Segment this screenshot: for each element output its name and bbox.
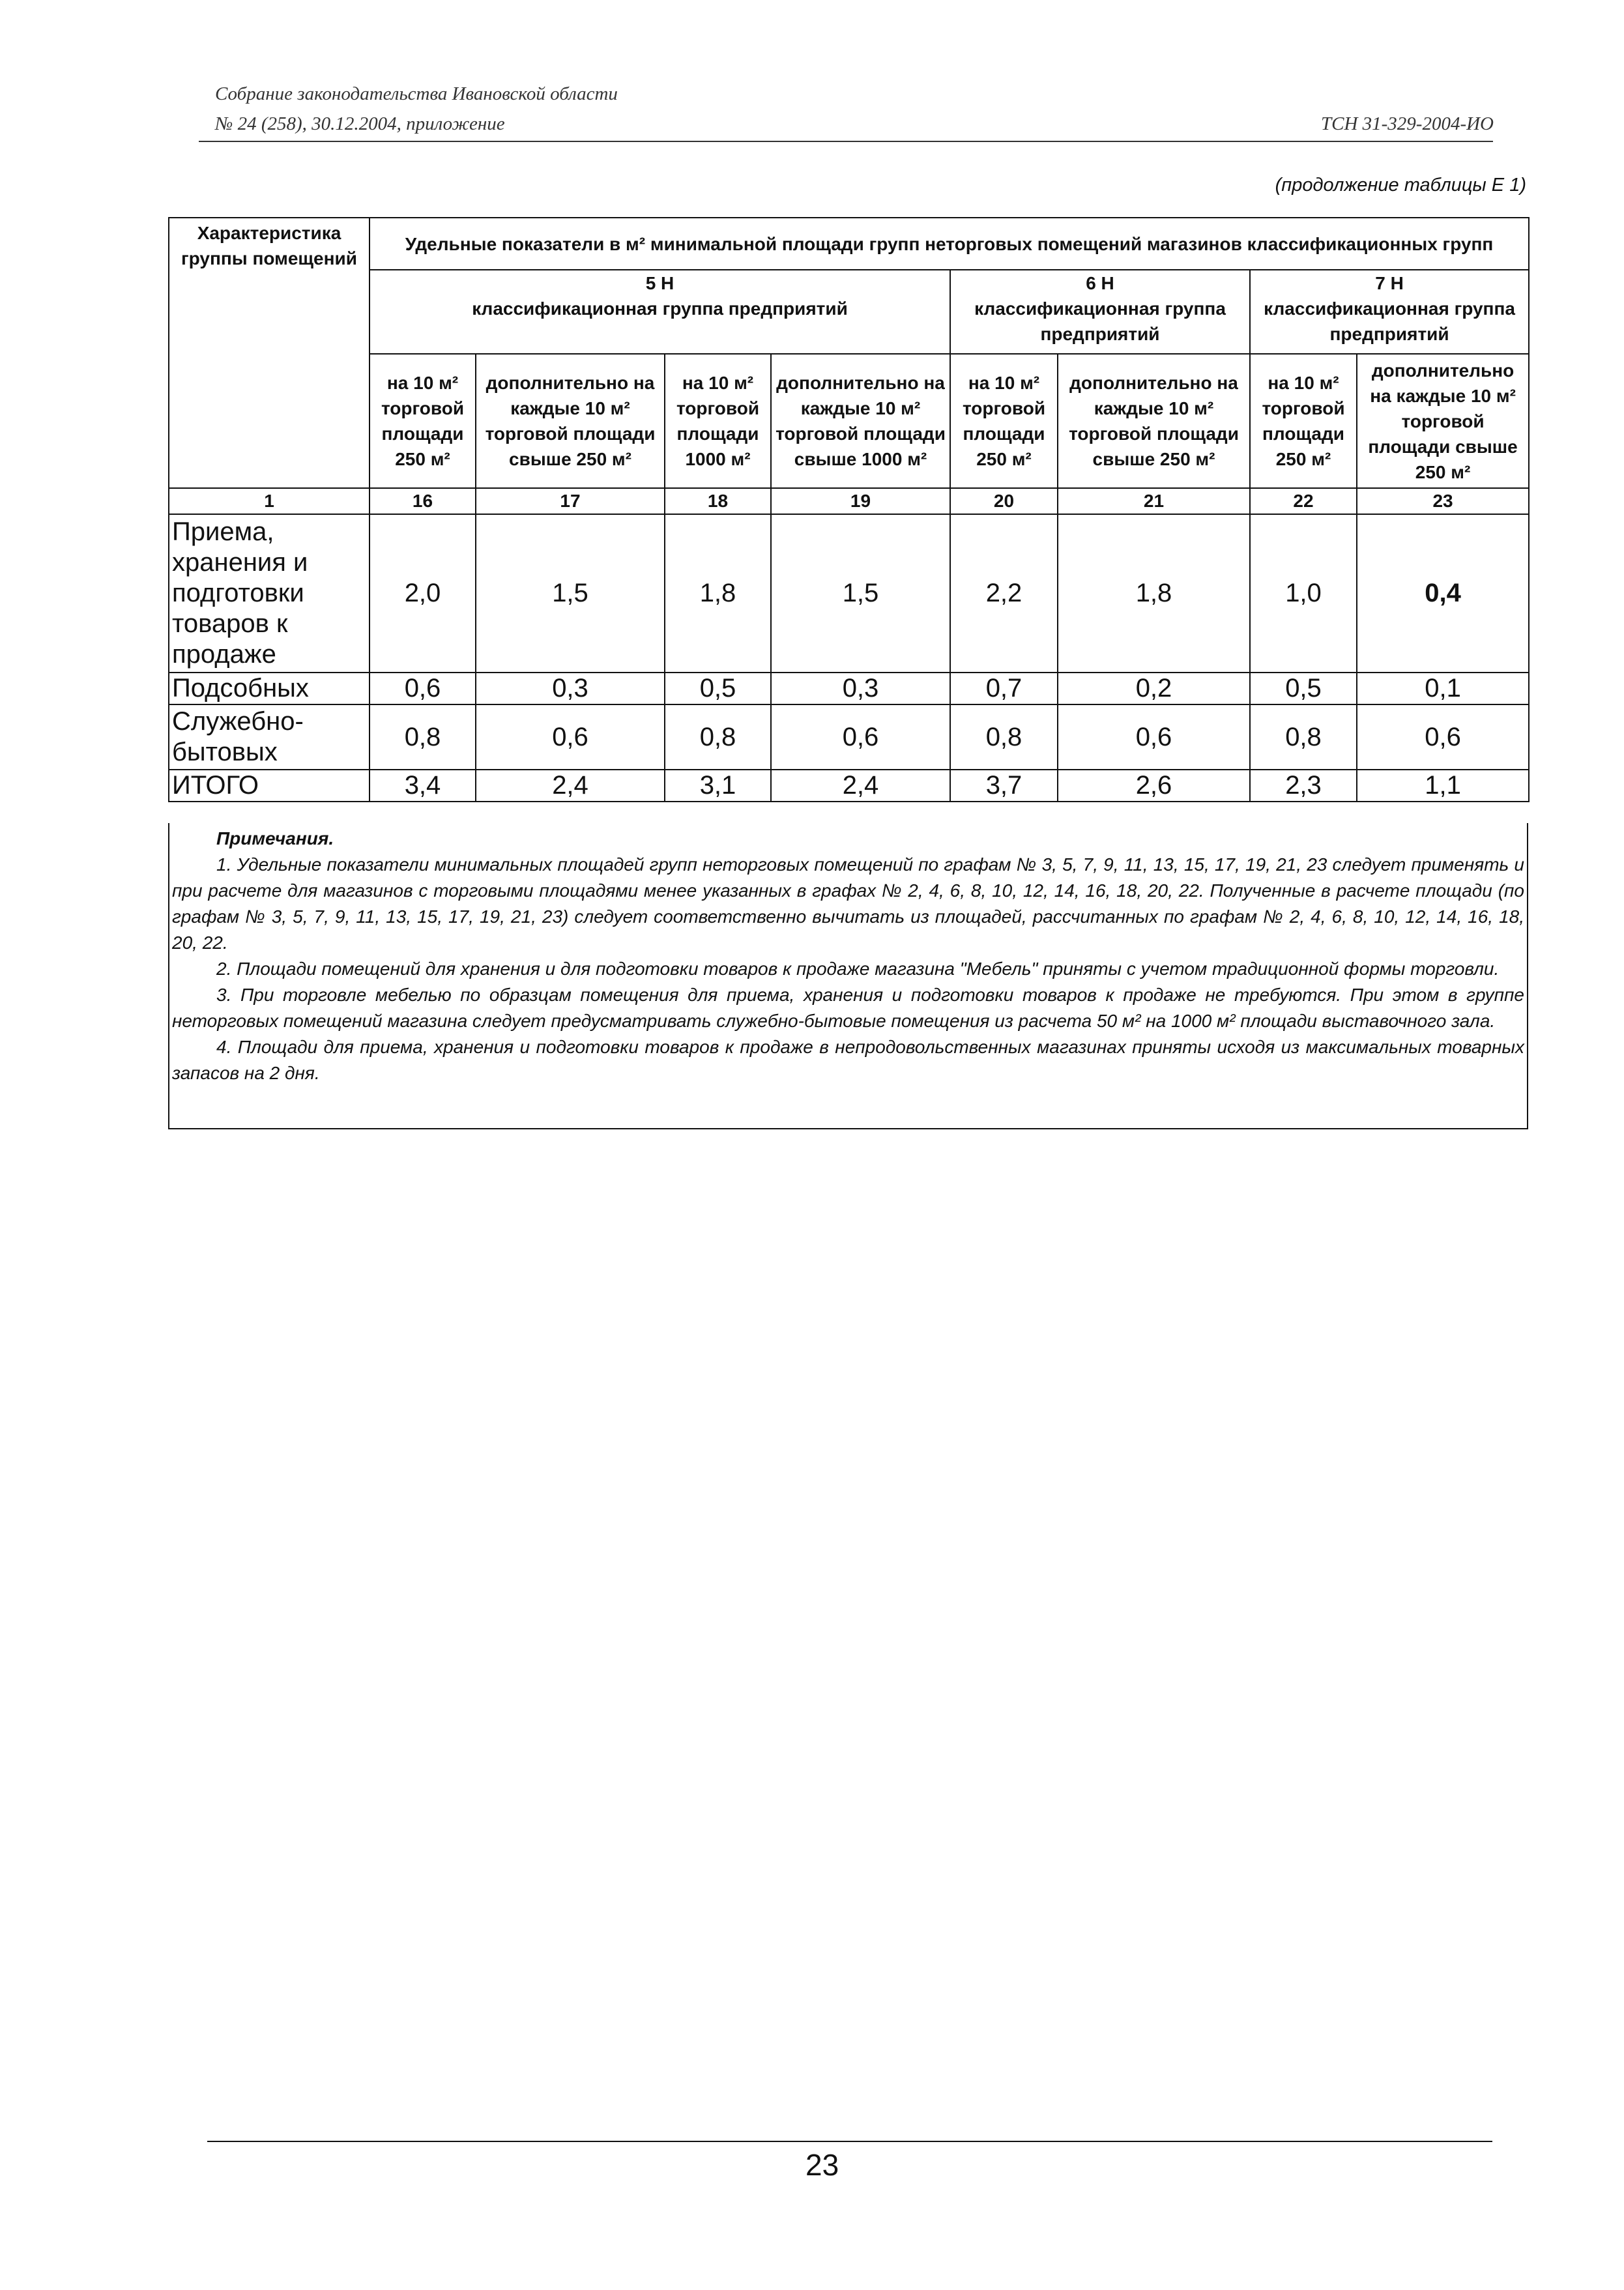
value-cell: 1,5 [771, 514, 950, 673]
column-number: 20 [950, 488, 1058, 514]
table-continuation-note: (продолжение таблицы Е 1) [1275, 175, 1526, 196]
value-cell: 2,4 [771, 770, 950, 802]
note-item: 2. Площади помещений для хранения и для подготовки товаров к продаже магазина "Мебель" приняты с учетом традиционной формы торговли. [216, 959, 1500, 979]
footer-rule [207, 2141, 1492, 2142]
subheader-cell: дополнительно на каждые 10 м² торговой площади свыше 250 м² [476, 354, 665, 488]
subheader-cell: на 10 м² торговой площади 1000 м² [665, 354, 771, 488]
value-cell: 0,4 [1357, 514, 1529, 673]
value-cell: 0,6 [476, 704, 665, 770]
value-cell: 3,7 [950, 770, 1058, 802]
value-cell: 0,1 [1357, 673, 1529, 704]
value-cell: 0,8 [950, 704, 1058, 770]
value-cell: 1,0 [1250, 514, 1357, 673]
group-header-7n [1250, 270, 1529, 354]
col-header-characteristic: Характеристика группы помещений [169, 218, 370, 488]
value-cell: 2,2 [950, 514, 1058, 673]
value-cell: 0,5 [1250, 673, 1357, 704]
header-issue-info: № 24 (258), 30.12.2004, приложение [215, 113, 505, 134]
subheader-cell: на 10 м² торговой площади 250 м² [950, 354, 1058, 488]
table-row [169, 770, 1529, 802]
column-number: 21 [1058, 488, 1250, 514]
page-number: 23 [805, 2148, 839, 2182]
value-cell: 0,6 [370, 673, 476, 704]
header-publication-title: Собрание законодательства Ивановской области [215, 83, 618, 104]
table-row [169, 673, 1529, 704]
subheader-cell: дополнительно на каждые 10 м² торговой площади свыше 1000 м² [771, 354, 950, 488]
group-header-5n [370, 270, 950, 354]
column-number: 19 [771, 488, 950, 514]
group-subtitle: классификационная группа предприятий [1264, 298, 1515, 344]
value-cell: 0,6 [771, 704, 950, 770]
value-cell: 0,3 [476, 673, 665, 704]
value-cell: 0,5 [665, 673, 771, 704]
value-cell: 2,0 [370, 514, 476, 673]
column-number: 1 [169, 488, 370, 514]
column-number: 23 [1357, 488, 1529, 514]
column-number: 22 [1250, 488, 1357, 514]
table-row [169, 514, 1529, 673]
value-cell: 2,6 [1058, 770, 1250, 802]
value-cell: 2,3 [1250, 770, 1357, 802]
column-number: 17 [476, 488, 665, 514]
value-cell: 0,8 [665, 704, 771, 770]
column-number: 16 [370, 488, 476, 514]
value-cell: 0,6 [1058, 704, 1250, 770]
column-number: 18 [665, 488, 771, 514]
value-cell: 0,8 [1250, 704, 1357, 770]
row-label: ИТОГО [169, 770, 370, 802]
table-row [169, 704, 1529, 770]
group-title: 6 Н [1086, 273, 1114, 293]
subheader-cell: на 10 м² торговой площади 250 м² [370, 354, 476, 488]
subheader-cell: дополнительно на каждые 10 м² торговой площади свыше 250 м² [1058, 354, 1250, 488]
group-header-6n [950, 270, 1250, 354]
subheader-cell: на 10 м² торговой площади 250 м² [1250, 354, 1357, 488]
value-cell: 0,2 [1058, 673, 1250, 704]
group-subtitle: классификационная группа предприятий [974, 298, 1226, 344]
row-label: Подсобных [169, 673, 370, 704]
note-item: 3. При торговле мебелью по образцам помещения для приема, хранения и подготовки товаров к продаже не требуются. При этом в группе неторговых помещений магазина следует предусматривать служебно-бытовые помещения из расчета 50 м² на 1000 м² площади выставочного зала. [172, 985, 1524, 1031]
row-label: Служебно-бытовых [169, 704, 370, 770]
value-cell: 1,5 [476, 514, 665, 673]
row-label: Приема, хранения и подготовки товаров к продаже [169, 514, 370, 673]
norms-table [168, 217, 1530, 802]
value-cell: 1,8 [1058, 514, 1250, 673]
subheader-cell: дополнительно на каждые 10 м² торговой площади свыше 250 м² [1357, 354, 1529, 488]
group-title: 5 Н [645, 273, 674, 293]
group-subtitle: классификационная группа предприятий [472, 298, 848, 319]
value-cell: 0,3 [771, 673, 950, 704]
notes-title: Примечания. [216, 828, 334, 848]
header-rule [199, 141, 1493, 142]
value-cell: 3,1 [665, 770, 771, 802]
value-cell: 1,8 [665, 514, 771, 673]
notes-section [168, 823, 1528, 1129]
value-cell: 2,4 [476, 770, 665, 802]
main-header: Удельные показатели в м² минимальной площади групп неторговых помещений магазинов классификационных групп [370, 218, 1529, 270]
value-cell: 0,7 [950, 673, 1058, 704]
value-cell: 3,4 [370, 770, 476, 802]
value-cell: 1,1 [1357, 770, 1529, 802]
group-title: 7 Н [1375, 273, 1404, 293]
note-item: 4. Площади для приема, хранения и подготовки товаров к продаже в непродовольственных магазинах приняты исходя из максимальных товарных запасов на 2 дня. [172, 1037, 1524, 1083]
value-cell: 0,8 [370, 704, 476, 770]
note-item: 1. Удельные показатели минимальных площадей групп неторговых помещений по графам № 3, 5, 7, 9, 11, 13, 15, 17, 19, 21, 23 следует применять и при расчете для магазинов с торговыми площадями менее указанных в графах № 2, 4, 6, 8, 10, 12, 14, 16, 18, 20, 22. Полученные в расчете площади (по графам № 3, 5, 7, 9, 11, 13, 15, 17, 19, 21, 23) следует соответственно вычитать из площадей, рассчитанных по графам № 2, 4, 6, 8, 10, 12, 14, 16, 18, 20, 22. [172, 854, 1524, 953]
header-document-code: ТСН 31-329-2004-ИО [1320, 113, 1494, 134]
value-cell: 0,6 [1357, 704, 1529, 770]
